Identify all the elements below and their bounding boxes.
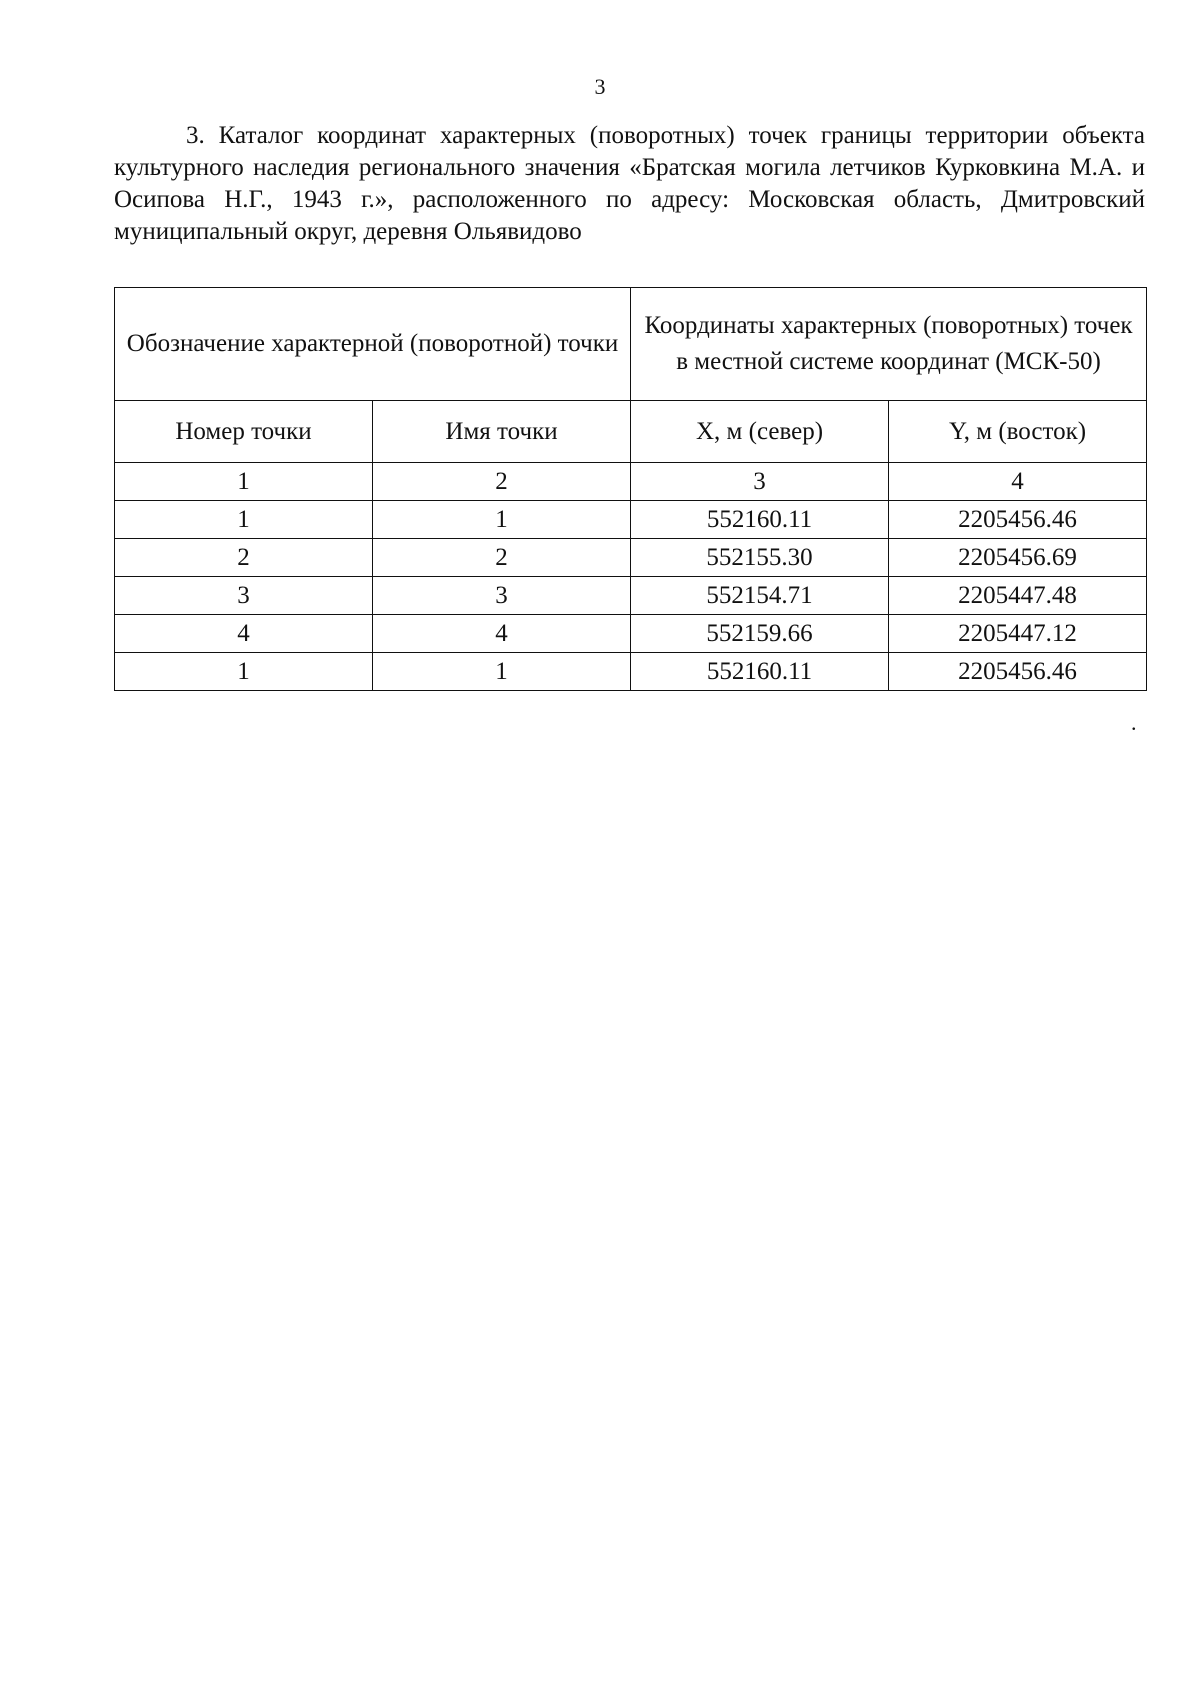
- table-row: [115, 577, 1147, 615]
- column-number: 2: [373, 463, 631, 501]
- point-name-cell: 1: [373, 653, 631, 691]
- x-coordinate-cell: 552155.30: [631, 539, 889, 577]
- catalog-intro-paragraph: 3. Каталог координат характерных (поворотных) точек границы территории объекта культурного наследия регионального значения «Братская могила летчиков Курковкина М.А. и Осипова Н.Г., 1943 г.», расположенного по адресу: Московская область, Дмитровский муниципальный округ, деревня Ольявидово: [114, 122, 1145, 245]
- point-number-cell: 4: [115, 615, 373, 653]
- page-number: 3: [594, 74, 606, 99]
- y-coordinate-cell: 2205447.48: [889, 577, 1147, 615]
- subheader-point-name: Имя точки: [373, 401, 631, 463]
- point-name-cell: 3: [373, 577, 631, 615]
- coordinates-catalog-table: [114, 287, 1147, 691]
- y-coordinate-cell: 2205456.46: [889, 653, 1147, 691]
- column-number: 4: [889, 463, 1147, 501]
- x-coordinate-cell: 552160.11: [631, 653, 889, 691]
- table-row: [115, 501, 1147, 539]
- point-number-cell: 3: [115, 577, 373, 615]
- subheader-point-number: Номер точки: [115, 401, 373, 463]
- trailing-dot: .: [1131, 710, 1137, 735]
- y-coordinate-cell: 2205456.46: [889, 501, 1147, 539]
- table-subheader-row: [115, 401, 1147, 463]
- table-header-row: [115, 288, 1147, 401]
- point-number-cell: 2: [115, 539, 373, 577]
- point-number-cell: 1: [115, 501, 373, 539]
- x-coordinate-cell: 552154.71: [631, 577, 889, 615]
- table-row: [115, 539, 1147, 577]
- header-coordinates: Координаты характерных (поворотных) точек в местной системе координат (МСК-50): [631, 288, 1147, 401]
- y-coordinate-cell: 2205456.69: [889, 539, 1147, 577]
- x-coordinate-cell: 552160.11: [631, 501, 889, 539]
- point-number-cell: 1: [115, 653, 373, 691]
- table-row: [115, 653, 1147, 691]
- x-coordinate-cell: 552159.66: [631, 615, 889, 653]
- subheader-y-east: Y, м (восток): [889, 401, 1147, 463]
- table-row: [115, 615, 1147, 653]
- subheader-x-north: X, м (север): [631, 401, 889, 463]
- header-point-designation: Обозначение характерной (поворотной) точки: [115, 288, 631, 401]
- column-number-row: [115, 463, 1147, 501]
- y-coordinate-cell: 2205447.12: [889, 615, 1147, 653]
- column-number: 1: [115, 463, 373, 501]
- point-name-cell: 2: [373, 539, 631, 577]
- point-name-cell: 1: [373, 501, 631, 539]
- point-name-cell: 4: [373, 615, 631, 653]
- column-number: 3: [631, 463, 889, 501]
